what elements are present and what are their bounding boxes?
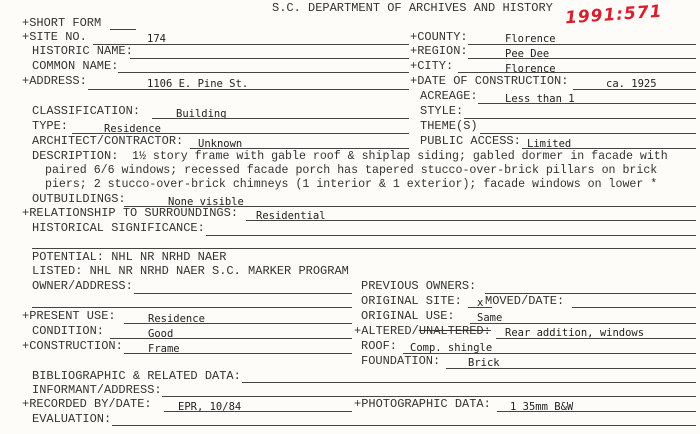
foundation-value: Brick — [468, 357, 500, 369]
recorded-by-label: +RECORDED BY/DATE: — [22, 397, 152, 411]
present-use-label: +PRESENT USE: — [22, 309, 116, 323]
acreage-label: ACREAGE: — [420, 89, 478, 103]
present-use-value: Residence — [148, 313, 205, 325]
county-value: Florence — [505, 33, 556, 45]
altered-value: Rear addition, windows — [505, 327, 645, 339]
style-label: STYLE: — [420, 104, 464, 118]
public-access-line — [522, 148, 696, 149]
potential-label: POTENTIAL: NHL NR NRHD NAER — [32, 250, 227, 264]
historic-name-line — [130, 58, 409, 59]
classification-label: CLASSIFICATION: — [32, 104, 141, 118]
address-value: 1106 E. Pine St. — [147, 78, 249, 90]
site-no-label: +SITE NO. — [22, 30, 87, 44]
site-no-value: 174 — [147, 33, 166, 45]
original-use-label: ORIGINAL USE: — [361, 309, 455, 323]
description-label: DESCRIPTION: — [32, 149, 119, 163]
classification-value: Building — [176, 108, 227, 120]
informant-label: INFORMANT/ADDRESS: — [32, 383, 162, 397]
construction-value: Frame — [148, 343, 180, 355]
moved-date-label: MOVED/DATE: — [485, 294, 565, 308]
city-value: Florence — [505, 63, 556, 75]
common-name-label: COMMON NAME: — [32, 59, 119, 73]
historical-significance-line-2 — [32, 248, 696, 249]
condition-label: CONDITION: — [32, 324, 105, 338]
common-name-line — [118, 72, 409, 73]
bibliographic-label: BIBLIOGRAPHIC & RELATED DATA: — [32, 369, 241, 383]
unaltered-text: UNALTERED: — [418, 324, 491, 338]
condition-line — [110, 338, 352, 339]
region-value: Pee Dee — [505, 48, 550, 60]
county-label: +COUNTY: — [410, 30, 468, 44]
address-line — [88, 89, 409, 90]
description-line-1: 1½ story frame with gable roof & shiplap siding; gabled dormer in facade with — [132, 150, 668, 163]
public-access-value: Limited — [527, 138, 572, 150]
address-label: +ADDRESS: — [22, 74, 87, 88]
region-line — [468, 58, 696, 59]
recorded-by-value: EPR, 10/84 — [178, 401, 242, 413]
style-line — [464, 118, 696, 119]
foundation-line — [446, 368, 696, 369]
altered-text: +ALTERED/ — [354, 324, 419, 338]
acreage-value: Less than 1 — [505, 93, 575, 105]
outbuildings-label: OUTBUILDINGS: — [32, 192, 126, 206]
date-of-construction-line — [573, 89, 696, 90]
historic-name-label: HISTORIC NAME: — [32, 44, 133, 58]
historical-significance-line — [206, 235, 696, 236]
original-use-line — [470, 323, 696, 324]
photographic-value: 1 35mm B&W — [510, 401, 574, 413]
owner-address-line-2 — [32, 307, 352, 308]
altered-label — [354, 325, 491, 338]
owner-address-label: OWNER/ADDRESS: — [32, 279, 133, 293]
document-title: S.C. DEPARTMENT OF ARCHIVES AND HISTORY — [272, 1, 553, 15]
short-form-line — [110, 29, 136, 30]
moved-date-line — [572, 307, 696, 308]
relationship-value: Residential — [256, 210, 326, 222]
foundation-label: FOUNDATION: — [361, 354, 441, 368]
condition-value: Good — [148, 328, 174, 340]
roof-label: ROOF: — [361, 339, 398, 353]
region-label: +REGION: — [410, 44, 468, 58]
roof-value: Comp. shingle — [410, 342, 493, 354]
present-use-line — [124, 323, 352, 324]
description-line-2: paired 6/6 windows; recessed facade porch has tapered stucco-over-brick pillars on brick — [45, 164, 658, 177]
city-label: +CITY: — [410, 59, 454, 73]
handwritten-site-number: 1991:571 — [564, 1, 664, 29]
type-label: TYPE: — [32, 119, 69, 133]
evaluation-line — [112, 425, 696, 426]
outbuildings-value: None visible — [168, 196, 244, 208]
original-use-value: Same — [477, 312, 503, 324]
relationship-label: +RELATIONSHIP TO SURROUNDINGS: — [22, 206, 239, 220]
county-line — [468, 44, 696, 45]
construction-line — [124, 353, 352, 354]
listed-label: LISTED: NHL NR NRHD NAER S.C. MARKER PROGRAM — [32, 264, 349, 278]
public-access-label: PUBLIC ACCESS: — [420, 134, 521, 148]
roof-line — [403, 353, 696, 354]
date-of-construction-value: ca. 1925 — [606, 78, 657, 90]
photographic-line — [497, 411, 696, 412]
original-site-mark: x — [477, 297, 484, 309]
acreage-line — [478, 103, 696, 104]
altered-line — [496, 338, 696, 339]
evaluation-label: EVALUATION: — [32, 412, 112, 426]
photographic-label: +PHOTOGRAPHIC DATA: — [354, 397, 491, 411]
original-site-label: ORIGINAL SITE: — [361, 294, 462, 308]
site-no-line — [93, 44, 409, 45]
type-value: Residence — [104, 123, 161, 135]
architect-label: ARCHITECT/CONTRACTOR: — [32, 134, 184, 148]
architect-value: Unknown — [198, 138, 243, 150]
bibliographic-line — [242, 382, 696, 383]
owner-address-line — [134, 293, 352, 294]
date-of-construction-label: +DATE OF CONSTRUCTION: — [410, 74, 569, 88]
previous-owners-label: PREVIOUS OWNERS: — [361, 279, 477, 293]
classification-line — [152, 118, 409, 119]
construction-label: +CONSTRUCTION: — [22, 339, 123, 353]
relationship-line — [246, 220, 696, 221]
city-line — [458, 72, 696, 73]
short-form-label: +SHORT FORM — [22, 16, 102, 30]
description-line-3: piers; 2 stucco-over-brick chimneys (1 interior & 1 exterior); facade windows on lower * — [45, 178, 658, 191]
recorded-by-line — [164, 411, 352, 412]
themes-label: THEME(S) — [420, 119, 478, 133]
historical-significance-label: HISTORICAL SIGNIFICANCE: — [32, 221, 205, 235]
architect-line — [190, 148, 409, 149]
